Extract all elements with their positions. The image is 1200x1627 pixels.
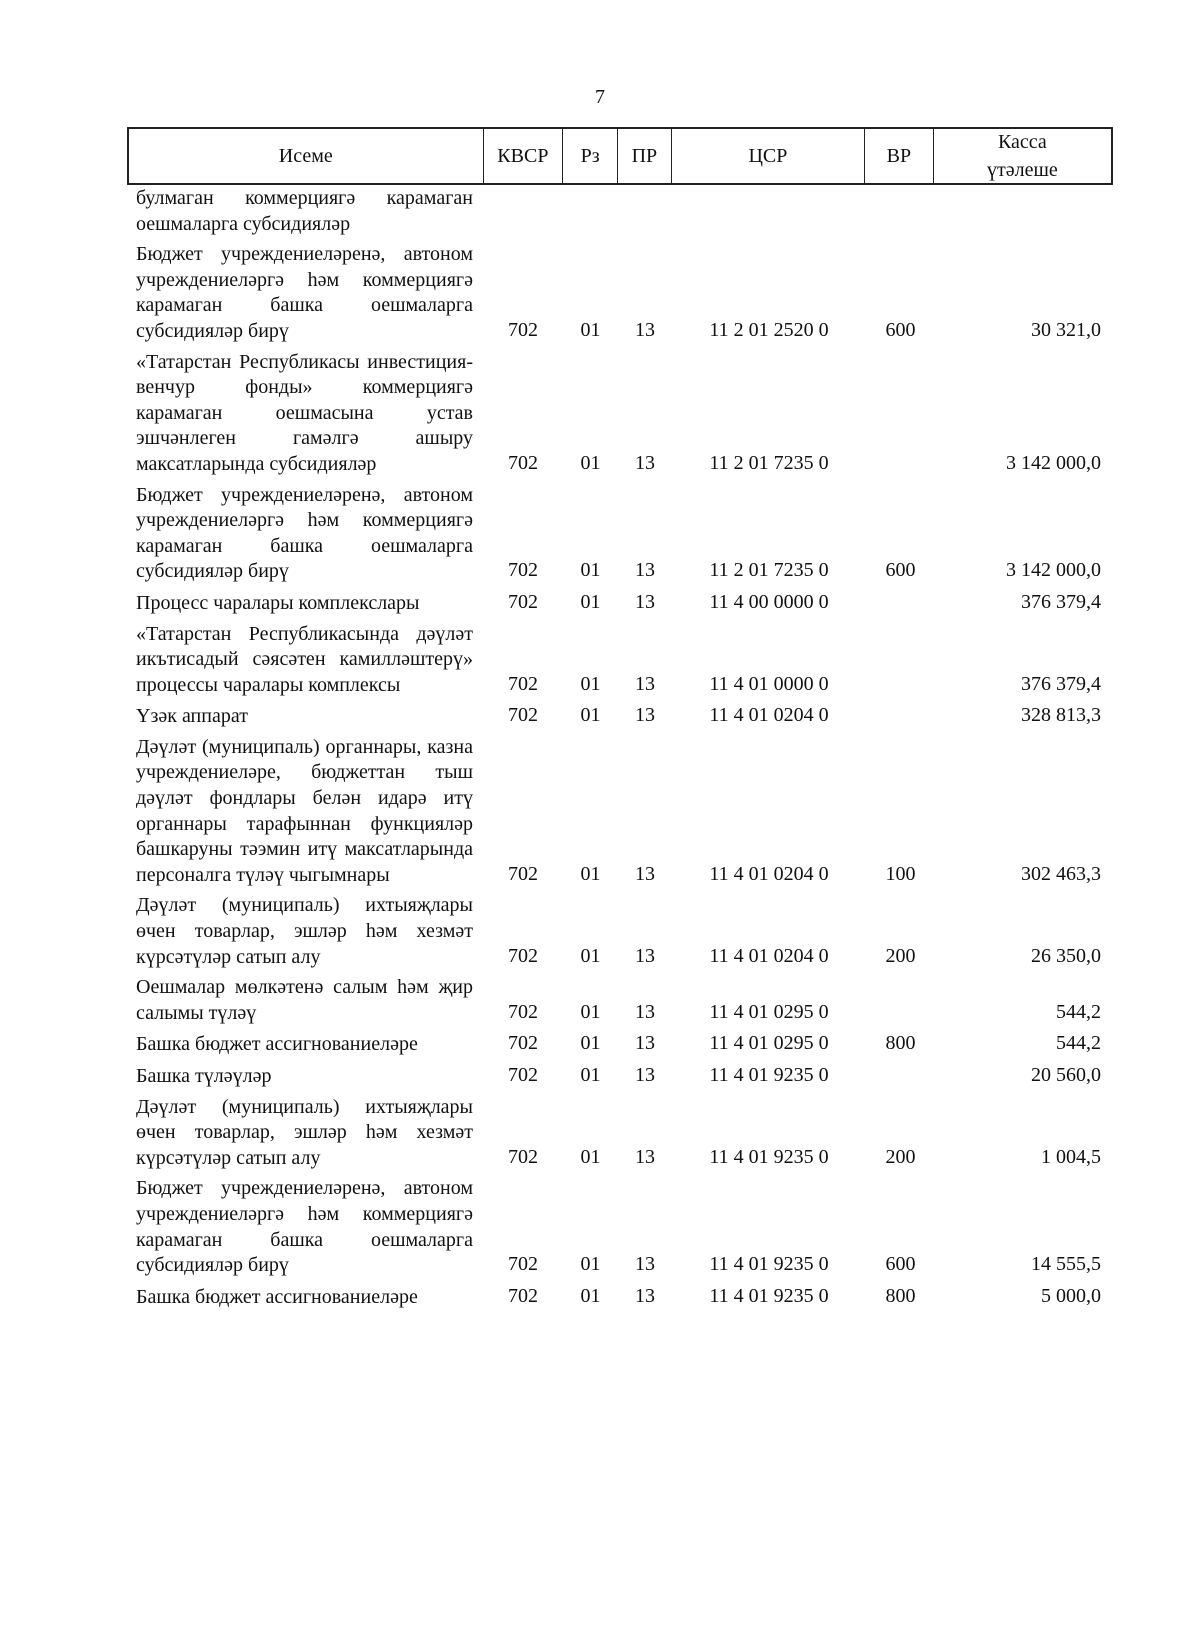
- row-vr: 600: [885, 1253, 916, 1276]
- row-rz: 01: [580, 1253, 601, 1276]
- row-sum: 5 000,0: [1041, 1284, 1101, 1307]
- table-row: [127, 590, 1113, 617]
- row-rz: 01: [580, 590, 601, 613]
- row-sum: 20 560,0: [1031, 1064, 1101, 1086]
- row-sum: [935, 236, 1113, 237]
- row-csr: 11 4 01 0204 0: [709, 862, 829, 885]
- row-vr: [866, 477, 935, 478]
- row-rz: 01: [580, 1145, 601, 1168]
- row-kvsr: 702: [508, 559, 538, 582]
- row-vr: [866, 616, 935, 617]
- row-sum: 3 142 000,0: [1006, 451, 1101, 474]
- table-row: [127, 975, 1113, 1026]
- header-sum: [934, 129, 1111, 183]
- row-csr: 11 2 01 2520 0: [709, 318, 829, 341]
- row-rz: 01: [580, 704, 601, 727]
- row-name: Бюджет учреждениеләренә, автоном учреждениеләргә һәм коммерциягә карамаган башка оешмаларга субсидияләр бирү: [136, 1177, 473, 1277]
- row-rz: 01: [580, 318, 601, 341]
- row-sum: 328 813,3: [1021, 704, 1101, 727]
- row-sum: 30 321,0: [1031, 318, 1101, 341]
- row-name: Башка бюджет ассигнованиеләре: [136, 1285, 418, 1308]
- header-pr: ПР: [618, 129, 672, 183]
- row-name: Дәүләт (муниципаль) ихтыяҗлары өчен товарлар, эшләр һәм хезмәт күрсәтүләр сатып алу: [136, 894, 473, 968]
- table-row: [127, 186, 1113, 237]
- row-kvsr: 702: [508, 1253, 538, 1276]
- row-csr: 11 4 01 9235 0: [709, 1253, 829, 1276]
- row-csr: 11 4 01 0000 0: [709, 672, 829, 695]
- row-pr: 13: [635, 1145, 655, 1168]
- header-sum-line2: үтәлеше: [986, 159, 1058, 181]
- row-kvsr: 702: [508, 590, 538, 613]
- header-vr: ВР: [865, 129, 934, 183]
- row-csr: 11 4 01 0204 0: [709, 704, 829, 727]
- row-sum: 3 142 000,0: [1006, 559, 1101, 582]
- header-name: Исеме: [129, 129, 484, 183]
- table-row: [127, 1176, 1113, 1278]
- row-vr: 600: [885, 318, 916, 341]
- row-kvsr: [483, 236, 563, 237]
- table-header: [127, 127, 1113, 185]
- table-row: [127, 1284, 1113, 1311]
- row-name: Башка бюджет ассигнованиеләре: [136, 1033, 418, 1056]
- row-kvsr: 702: [508, 862, 538, 885]
- header-csr: ЦСР: [672, 129, 865, 183]
- row-sum: 26 350,0: [1031, 944, 1101, 967]
- row-vr: [866, 697, 935, 698]
- row-pr: 13: [635, 590, 655, 613]
- row-rz: 01: [580, 1284, 601, 1307]
- row-sum: 544,2: [1056, 1000, 1101, 1023]
- row-vr: 600: [885, 559, 916, 582]
- row-kvsr: 702: [508, 1000, 538, 1023]
- row-sum: 376 379,4: [1021, 590, 1101, 613]
- row-csr: 11 4 01 0295 0: [709, 1032, 829, 1055]
- row-name: Үзәк аппарат: [136, 705, 248, 728]
- table-row: [127, 1031, 1113, 1058]
- row-vr: 200: [885, 944, 916, 967]
- row-csr: 11 4 01 0295 0: [709, 1000, 829, 1023]
- table-row: [127, 350, 1113, 478]
- row-vr: 800: [885, 1032, 916, 1055]
- row-name: Башка түләүләр: [136, 1065, 272, 1087]
- row-name: Процесс чаралары комплекслары: [136, 591, 420, 614]
- table-row: [127, 1095, 1113, 1172]
- row-rz: 01: [580, 1000, 601, 1023]
- row-rz: 01: [580, 944, 601, 967]
- row-name: Дәүләт (муниципаль) ихтыяҗлары өчен товарлар, эшләр һәм хезмәт күрсәтүләр сатып алу: [136, 1095, 473, 1169]
- row-name: Оешмалар мөлкәтенә салым һәм җир салымы түләү: [136, 976, 473, 1024]
- row-csr: 11 4 01 9235 0: [709, 1064, 829, 1086]
- row-csr: 11 4 01 9235 0: [709, 1145, 829, 1168]
- row-pr: 13: [635, 318, 655, 341]
- header-kvsr: КВСР: [484, 129, 564, 183]
- row-kvsr: 702: [508, 672, 538, 695]
- row-sum: 376 379,4: [1021, 672, 1101, 695]
- row-pr: 13: [635, 862, 655, 885]
- row-rz: 01: [580, 559, 601, 582]
- row-csr: 11 2 01 7235 0: [709, 451, 829, 474]
- table-body: [127, 186, 1113, 1310]
- row-name: «Татарстан Республикасы инвестиция-венчур фонды» коммерциягә карамаган оешмасына устав эшчәнлеген гамәлгә ашыру максатларында субсидияләр: [136, 350, 473, 475]
- row-csr: 11 4 00 0000 0: [709, 590, 829, 613]
- row-vr: [866, 236, 935, 237]
- row-name: «Татарстан Республикасында дәүләт икътисадый сәясәтен камилләштерү» процессы чаралары комплексы: [136, 622, 473, 696]
- row-kvsr: 702: [508, 1145, 538, 1168]
- row-sum: 1 004,5: [1041, 1145, 1101, 1168]
- row-name: Бюджет учреждениеләренә, автоном учреждениеләргә һәм коммерциягә карамаган башка оешмаларга субсидияләр бирү: [136, 243, 473, 342]
- row-pr: 13: [635, 451, 655, 474]
- row-csr: 11 4 01 9235 0: [709, 1284, 829, 1307]
- row-vr: [866, 1025, 935, 1026]
- row-rz: 01: [580, 1032, 601, 1055]
- row-pr: 13: [635, 559, 655, 582]
- row-pr: 13: [635, 1284, 655, 1307]
- row-vr: 800: [885, 1284, 916, 1307]
- row-kvsr: 702: [508, 451, 538, 474]
- row-pr: 13: [635, 672, 655, 695]
- row-pr: 13: [635, 944, 655, 967]
- row-pr: 13: [635, 704, 655, 727]
- row-kvsr: 702: [508, 318, 538, 341]
- table-row: [127, 893, 1113, 970]
- row-sum: 14 555,5: [1031, 1253, 1101, 1276]
- row-rz: 01: [580, 672, 601, 695]
- row-vr: 200: [885, 1145, 916, 1168]
- row-kvsr: 702: [508, 1064, 538, 1086]
- row-name: булмаган коммерциягә карамаган оешмаларга субсидияләр: [136, 187, 473, 235]
- row-pr: 13: [635, 1000, 655, 1023]
- table-row: [127, 622, 1113, 699]
- row-csr: 11 2 01 7235 0: [709, 559, 829, 582]
- row-kvsr: 702: [508, 704, 538, 727]
- row-vr: 100: [885, 862, 916, 885]
- row-kvsr: 702: [508, 1032, 538, 1055]
- table-row: [127, 242, 1113, 344]
- table-row: [127, 483, 1113, 585]
- row-rz: 01: [580, 862, 601, 885]
- row-rz: [563, 236, 618, 237]
- row-vr: [866, 1089, 935, 1090]
- row-sum: 302 463,3: [1021, 862, 1101, 885]
- page-number: 7: [595, 86, 605, 108]
- row-pr: 13: [635, 1253, 655, 1276]
- row-csr: [672, 236, 866, 237]
- row-kvsr: 702: [508, 944, 538, 967]
- table-row: [127, 735, 1113, 889]
- row-csr: 11 4 01 0204 0: [709, 944, 829, 967]
- row-rz: 01: [580, 451, 601, 474]
- table-row: [127, 703, 1113, 730]
- row-pr: [618, 236, 672, 237]
- table-row: [127, 1063, 1113, 1090]
- row-rz: 01: [580, 1064, 601, 1086]
- row-pr: 13: [635, 1064, 655, 1086]
- row-name: Бюджет учреждениеләренә, автоном учреждениеләргә һәм коммерциягә карамаган башка оешмаларга субсидияләр бирү: [136, 483, 473, 583]
- row-vr: [866, 729, 935, 730]
- row-sum: 544,2: [1056, 1032, 1101, 1055]
- row-pr: 13: [635, 1032, 655, 1055]
- row-kvsr: 702: [508, 1284, 538, 1307]
- row-name: Дәүләт (муниципаль) органнары, казна учреждениеләре, бюджеттан тыш дәүләт фондлары белән идарә итү органнары тарафыннан функцияләр башкаруны тәэмин итү максатларында персоналга түләү чыгымнары: [136, 735, 473, 886]
- header-sum-line1: Касса: [997, 131, 1047, 153]
- header-rz: Рз: [563, 129, 618, 183]
